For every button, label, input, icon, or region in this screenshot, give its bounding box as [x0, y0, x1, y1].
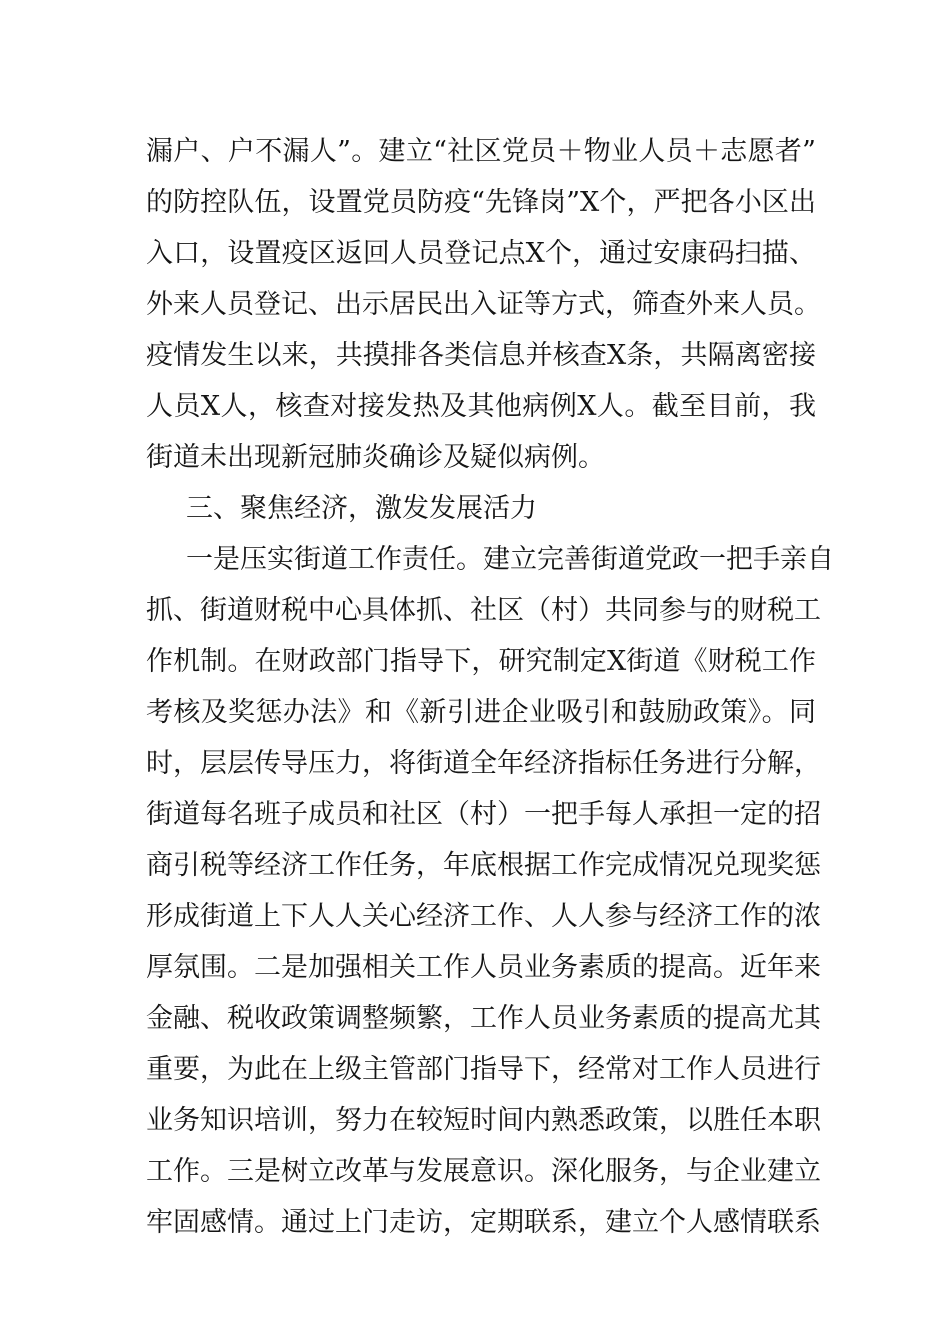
paragraph-line-17: 厚氛围。二是加强相关工作人员业务素质的提高。近年来	[146, 952, 821, 983]
paragraph-line-11: 作机制。在财政部门指导下，研究制定X街道《财税工作	[146, 646, 816, 677]
paragraph-line-4: 外来人员登记、出示居民出入证等方式，筛查外来人员。	[146, 289, 821, 320]
paragraph-line-9: 一是压实街道工作责任。建立完善街道党政一把手亲自	[186, 544, 834, 575]
paragraph-line-3: 入口，设置疫区返回人员登记点X个，通过安康码扫描、	[146, 238, 816, 269]
paragraph-line-13: 时，层层传导压力，将街道全年经济指标任务进行分解，	[146, 748, 821, 779]
paragraph-line-6: 人员X人，核查对接发热及其他病例X人。截至目前，我	[146, 391, 816, 422]
paragraph-line-20: 业务知识培训，努力在较短时间内熟悉政策，以胜任本职	[146, 1105, 821, 1136]
paragraph-line-5: 疫情发生以来，共摸排各类信息并核查X条，共隔离密接	[146, 340, 816, 371]
paragraph-line-1: 漏户、户不漏人”。建立“社区党员＋物业人员＋志愿者”	[146, 136, 816, 167]
paragraph-line-14: 街道每名班子成员和社区（村）一把手每人承担一定的招	[146, 799, 821, 830]
paragraph-line-19: 重要，为此在上级主管部门指导下，经常对工作人员进行	[146, 1054, 821, 1085]
section-heading: 三、聚焦经济，激发发展活力	[186, 493, 537, 524]
paragraph-line-15: 商引税等经济工作任务，年底根据工作完成情况兑现奖惩	[146, 850, 821, 881]
paragraph-line-12: 考核及奖惩办法》和《新引进企业吸引和鼓励政策》。同	[146, 697, 816, 728]
paragraph-line-16: 形成街道上下人人关心经济工作、人人参与经济工作的浓	[146, 901, 821, 932]
paragraph-line-10: 抓、街道财税中心具体抓、社区（村）共同参与的财税工	[146, 595, 821, 626]
paragraph-line-7: 街道未出现新冠肺炎确诊及疑似病例。	[146, 442, 605, 473]
paragraph-line-18: 金融、税收政策调整频繁，工作人员业务素质的提高尤其	[146, 1003, 821, 1034]
paragraph-line-21: 工作。三是树立改革与发展意识。深化服务，与企业建立	[146, 1156, 821, 1187]
paragraph-line-22: 牢固感情。通过上门走访，定期联系，建立个人感情联系	[146, 1207, 821, 1238]
paragraph-line-2: 的防控队伍，设置党员防疫“先锋岗”X个，严把各小区出	[146, 187, 816, 218]
